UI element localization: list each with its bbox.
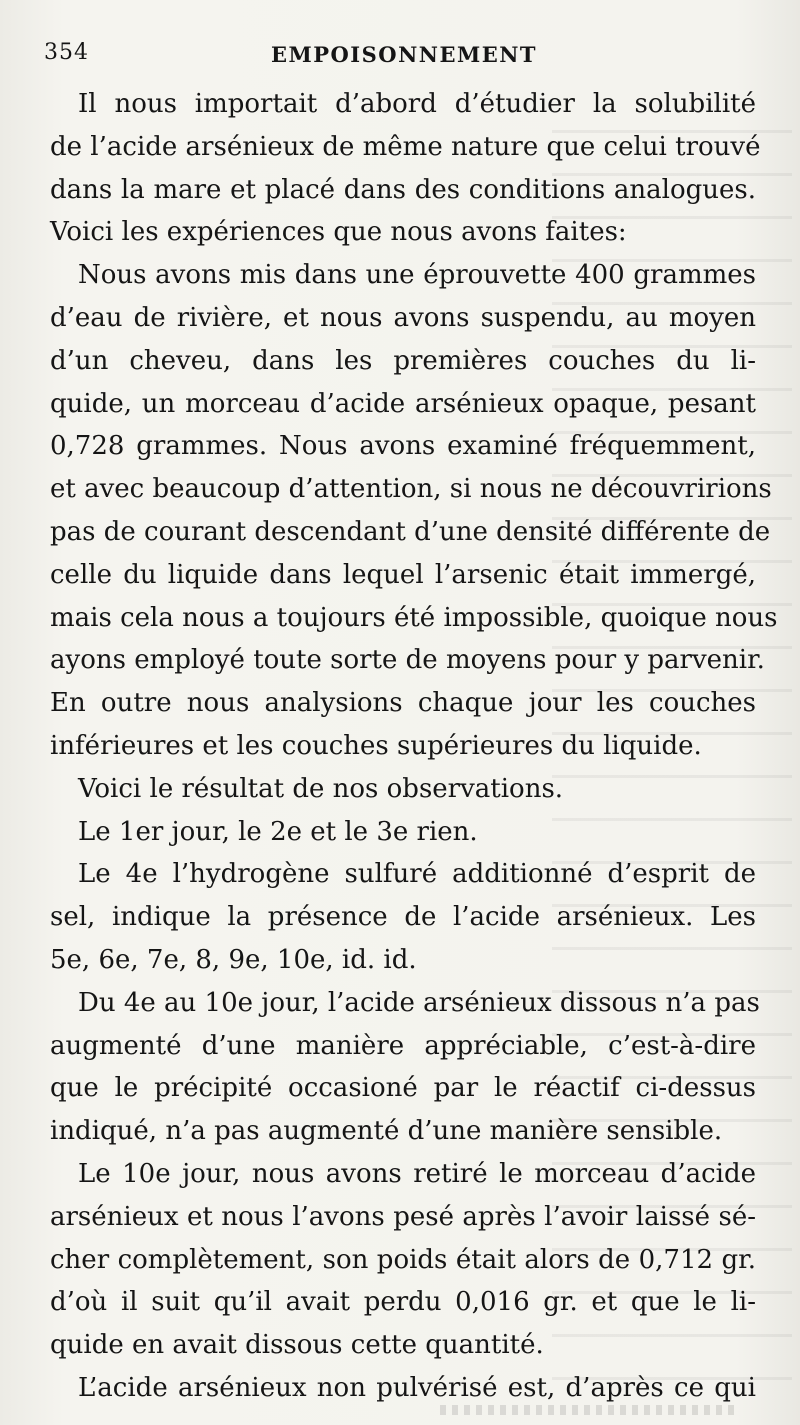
text-line: Voici le résultat de nos observations. (78, 773, 564, 804)
page-number: 354 (44, 40, 89, 65)
text-line: augmenté d’une manière appréciable, c’est-à-dire (50, 1030, 756, 1061)
text-line: de l’acide arsénieux de même nature que celui trouvé (50, 131, 761, 162)
text-line: Du 4e au 10e jour, l’acide arsénieux dissous n’a pas (78, 987, 760, 1018)
text-line: 5e, 6e, 7e, 8, 9e, 10e, id. id. (50, 944, 417, 975)
text-line: sel, indique la présence de l’acide arsénieux. Les (50, 902, 756, 933)
text-line: quide, un morceau d’acide arsénieux opaque, pesant (50, 388, 756, 419)
text-line: que le précipité occasioné par le réactif ci-dessus (50, 1073, 756, 1104)
text-line: Nous avons mis dans une éprouvette 400 grammes (78, 260, 756, 291)
text-line: Le 4e l’hydrogène sulfuré additionné d’esprit de (78, 859, 756, 890)
text-line: dans la mare et placé dans des conditions analogues. (50, 174, 756, 205)
text-line: d’où il suit qu’il avait perdu 0,016 gr. et que le li- (50, 1287, 756, 1318)
text-line: 0,728 grammes. Nous avons examiné fréquemment, (50, 431, 756, 462)
text-line: mais cela nous a toujours été impossible, quoique nous (50, 602, 778, 633)
text-line: ayons employé toute sorte de moyens pour y parvenir. (50, 645, 765, 676)
text-line: En outre nous analysions chaque jour les couches (50, 688, 756, 719)
text-line: cher complètement, son poids était alors de 0,712 gr. (50, 1244, 756, 1275)
text-line: et avec beaucoup d’attention, si nous ne découvririons (50, 474, 772, 505)
text-line: celle du liquide dans lequel l’arsenic était immergé, (50, 559, 756, 590)
text-line: Voici les expériences que nous avons faites: (50, 217, 627, 248)
text-line: d’un cheveu, dans les premières couches du li- (50, 345, 756, 376)
text-line: pas de courant descendant d’une densité différente de (50, 516, 771, 547)
text-line: Le 10e jour, nous avons retiré le morceau d’acide (78, 1158, 756, 1189)
text-line: Le 1er jour, le 2e et le 3e rien. (78, 816, 478, 847)
running-head (44, 40, 764, 76)
text-line: quide en avait dissous cette quantité. (50, 1330, 544, 1361)
show-through-footer (440, 1405, 740, 1415)
running-title: EMPOISONNEMENT (270, 42, 538, 67)
body-text (50, 83, 778, 1410)
text-line: indiqué, n’a pas augmenté d’une manière sensible. (50, 1116, 723, 1147)
text-line: L’acide arsénieux non pulvérisé est, d’après ce qui (78, 1372, 756, 1403)
text-line: inférieures et les couches supérieures du liquide. (50, 730, 702, 761)
text-line: arsénieux et nous l’avons pesé après l’avoir laissé sé- (50, 1201, 756, 1232)
text-line: Il nous importait d’abord d’étudier la solubilité (78, 89, 756, 119)
text-line: d’eau de rivière, et nous avons suspendu, au moyen (50, 302, 756, 333)
